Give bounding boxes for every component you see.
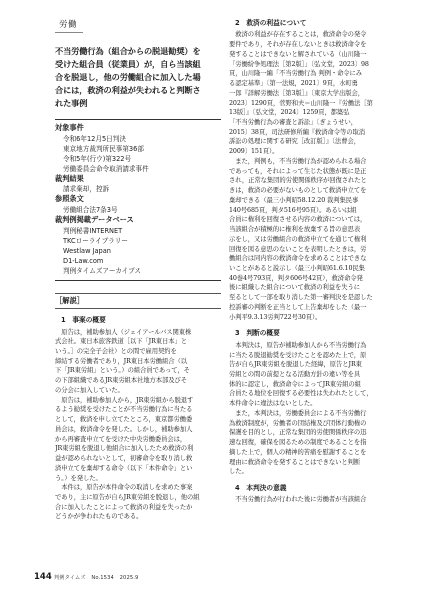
text-line: 告が自らJR東労組を脱退した経緯，原告とJR東 bbox=[229, 361, 362, 369]
body-paragraph bbox=[55, 396, 221, 484]
text-line: 締結する労働者であり，JR東日本労働組合（以 bbox=[55, 357, 187, 365]
body-paragraph bbox=[229, 157, 399, 322]
text-line: 摘した上で，個人の精神的苦痛を慰謝することを bbox=[229, 448, 367, 456]
body-paragraph bbox=[229, 495, 399, 505]
text-line: 救済の利益が存在することは，救済命令の発令 bbox=[229, 31, 367, 39]
section-title: 2 救済の利益について bbox=[235, 19, 307, 27]
text-line: 合員に権利を回復させる内容の救済については， bbox=[229, 216, 367, 224]
text-line: 体的に認定し，救済命令によってJR東労組の組 bbox=[229, 380, 361, 388]
case-value: 東京地方裁判所民事第36部 bbox=[63, 144, 144, 153]
media-value: Westlaw Japan bbox=[63, 247, 111, 256]
text-line: であり，主に原告が自らJR東労組を脱退し，他の組 bbox=[55, 493, 200, 501]
text-line: 当該組合が積極的に権利を放棄する旨の意思表 bbox=[229, 226, 361, 234]
case-title-line: 不当労働行為（組合からの脱退勧奨）を bbox=[55, 46, 201, 56]
commentary-heading: ［解説］ bbox=[55, 293, 221, 309]
text-line: 本判決は，原告が補助参加人から不当労働行為 bbox=[229, 341, 367, 349]
text-line: 後に組織した組合について救済の利益を失うに bbox=[229, 284, 360, 292]
media-value: TKCローライブラリー bbox=[63, 237, 128, 246]
text-line: 本件命令に違法はないとした。 bbox=[229, 400, 317, 408]
text-line: 2015〕38頁，司法研修所編『救済命令等の取消 bbox=[229, 128, 366, 136]
issue-number: No.1534 bbox=[91, 575, 114, 581]
case-title-line: 合を脱退し，他の労働組合に加入した場 bbox=[55, 71, 201, 82]
refs-heading: 参照条文 bbox=[55, 194, 84, 204]
text-line: きは，救済の必要がないものとして救済申立てを bbox=[229, 187, 367, 195]
case-value: 令和5年(行ウ)第322号 bbox=[63, 154, 132, 163]
text-line: どうかが争われたものである。 bbox=[55, 513, 143, 521]
body-paragraph bbox=[229, 30, 399, 157]
text-line: した。 bbox=[229, 468, 248, 476]
section-title: 4 本判決の意義 bbox=[235, 484, 287, 493]
meta-divider bbox=[55, 280, 221, 281]
body-paragraph bbox=[229, 409, 399, 477]
text-line: 一郎『詳解労働法［第3版］』〔東京大学出版会， bbox=[229, 89, 364, 97]
text-line: 至るとして一部を取り消した第一審判決を是認した bbox=[229, 294, 373, 302]
text-line: の下部組織であるJR東労組本社地方本部及びそ bbox=[55, 377, 187, 385]
text-line: 下「JR東労組」という。）の組合員であって，そ bbox=[55, 367, 190, 375]
body-paragraph bbox=[55, 328, 221, 396]
issue-date: 2025.9 bbox=[119, 575, 139, 581]
text-line: JR東労組を脱退し他組合に加入したため救済の利 bbox=[55, 445, 194, 453]
text-line: 控訴審の判断を正当として上告棄却をした（最一 bbox=[229, 303, 367, 311]
text-line: 発することはできないと解されている（山川隆一 bbox=[229, 50, 367, 58]
text-line: いことがあると説示し（最三小判昭61.6.10民集 bbox=[229, 265, 365, 272]
page-footer bbox=[34, 572, 414, 586]
text-line: 為救済制度が，労働者の団結権及び団体行動権の bbox=[229, 419, 367, 427]
case-value: 令和6年12月5日判決 bbox=[63, 134, 126, 143]
media-heading: 裁判例掲載データベース bbox=[55, 215, 134, 225]
text-line: され，正常な集団的労使関係秩序が回復されたと bbox=[229, 177, 367, 185]
text-line: 訴訟の処理に関する研究［改訂版］』〔法曹会， bbox=[229, 138, 361, 146]
case-title-line: 合には，救済の利益が失われると判断さ bbox=[55, 84, 201, 95]
text-line: 労組との間の前提となる活動方針の違い等を具 bbox=[229, 370, 361, 378]
text-line: 小判平9.3.13労判722号30頁）。 bbox=[229, 313, 322, 321]
section-title: 3 判断の概要 bbox=[235, 329, 280, 338]
text-line: るよう勧奨を受けたことが不当労働行為に当たる bbox=[55, 406, 193, 414]
text-line: 原告は，補助参加人（ジェイアールバス関東株 bbox=[55, 328, 192, 336]
text-line: 済申立てを棄却する命令（以下「本件命令」とい bbox=[55, 464, 193, 472]
text-line: であっても，それによって生じた状態が既に是正 bbox=[229, 167, 367, 175]
text-line: 式会社。東日本旅客鉄道［以下「JR東日本」と bbox=[55, 338, 187, 346]
text-line: 益が認められないとして，初審命令を取り消し救 bbox=[55, 455, 193, 463]
category-label: 労働 bbox=[55, 17, 83, 33]
text-line: 2009〕151頁）。 bbox=[229, 148, 279, 156]
case-metadata bbox=[55, 119, 221, 281]
text-line: 不当労働行為が行われた後に労働者が当該組合 bbox=[229, 496, 367, 504]
text-line: また，判例も，不当労働行為が認められる場合 bbox=[229, 157, 367, 165]
text-line: 員会は，救済命令を発した。しかし，補助参加人 bbox=[55, 425, 193, 433]
text-line: 示をし，又は労働組合の救済申立てを通じて権利 bbox=[229, 235, 367, 243]
text-line: 2023〕1290頁，菅野和夫＝山川隆一『労働法［第 bbox=[229, 99, 373, 107]
left-column bbox=[55, 12, 221, 522]
case-title-line: れた事例 bbox=[55, 97, 88, 108]
text-line: 合員たる地位を回復する必要性は失われたとして， bbox=[229, 390, 373, 398]
text-line: また，本判決は，労働委員会による不当労働行 bbox=[229, 409, 367, 417]
left-sections bbox=[55, 316, 221, 522]
case-heading: 対象事件 bbox=[55, 122, 84, 132]
right-column bbox=[229, 12, 399, 505]
text-line: 速な回復，確保を図るための制度であることを指 bbox=[229, 439, 367, 447]
text-line: 本件は，原告が本件命令の取消しを求めた事案 bbox=[55, 484, 193, 492]
text-line: いう。］の完全子会社）との間で雇用契約を bbox=[55, 347, 177, 355]
result-heading: 裁判結果 bbox=[55, 173, 84, 183]
text-line: として，救済を申し立てたところ，東京都労働委 bbox=[55, 416, 193, 424]
text-line: に当たる脱退勧奨を受けたことを認めた上で，原 bbox=[229, 351, 367, 359]
media-value: D1-Law.com bbox=[63, 257, 104, 266]
text-line: 棄却できる（最三小判昭58.12.20 裁判集民事 bbox=[229, 196, 359, 204]
text-line: 合に加入したことによって救済の利益を失ったか bbox=[55, 503, 193, 511]
media-value: 判例タイムズアーカイブス bbox=[63, 267, 142, 276]
refs-value: 労働組合法7条3号 bbox=[63, 206, 118, 215]
text-line: 働組合は同内容の救済命令を求めることはできな bbox=[229, 255, 367, 263]
text-line: 原告は，補助参加人から，JR東労組から脱退す bbox=[55, 396, 194, 404]
section-title: 1 事案の概要 bbox=[61, 316, 106, 325]
text-line: う。）を発した。 bbox=[55, 474, 102, 482]
result-value: 請求棄却，控訴 bbox=[63, 185, 110, 194]
body-paragraph bbox=[229, 341, 399, 409]
text-line: から再審査申立てを受けた中央労働委員会は， bbox=[55, 435, 187, 443]
case-title bbox=[55, 45, 221, 110]
text-line: 保護を目的とし，正常な集団的労使関係秩序の迅 bbox=[229, 429, 367, 437]
text-line: の分会に加入していた。 bbox=[55, 386, 124, 394]
text-line: 回復を図る意思のないことを表明したときは，労 bbox=[229, 245, 367, 253]
text-line: 13版］』〔弘文堂，2024〕1259頁，都築弘 bbox=[229, 109, 350, 117]
journal-name: 判例タイムズ bbox=[54, 575, 86, 581]
text-line: 理由に救済命令を発することはできないと判断 bbox=[229, 458, 361, 466]
text-line: 「不当労働行為の審査と訴訟」〔ぎょうせい， bbox=[229, 118, 357, 126]
page-number: 144 bbox=[34, 572, 52, 582]
case-title-line: 受けた組合員（従業員）が，自ら当該組 bbox=[55, 58, 201, 69]
case-value: 労働委員会命令取消請求事件 bbox=[63, 164, 149, 173]
publication-line bbox=[54, 574, 142, 581]
text-line: 140号685頁，判タ516号95頁）。あるいは組 bbox=[229, 206, 357, 214]
text-line: 要件であり，それが存在しないときは救済命令を bbox=[229, 41, 367, 49]
text-line: る認定基準」〔第一法規，2021〕9頁，水町勇 bbox=[229, 80, 358, 88]
text-line: 40巻4号793頁，判タ606号42頁），救済命令発 bbox=[229, 274, 363, 282]
body-paragraph bbox=[55, 483, 221, 522]
text-line: 頁，山川隆一編「不当労働行為 判例・命令にみ bbox=[229, 70, 363, 78]
media-value: 判例秘書INTERNET bbox=[63, 227, 123, 236]
text-line: 「労働紛争処理法［第2版］」〔弘文堂，2023〕98 bbox=[229, 60, 369, 68]
